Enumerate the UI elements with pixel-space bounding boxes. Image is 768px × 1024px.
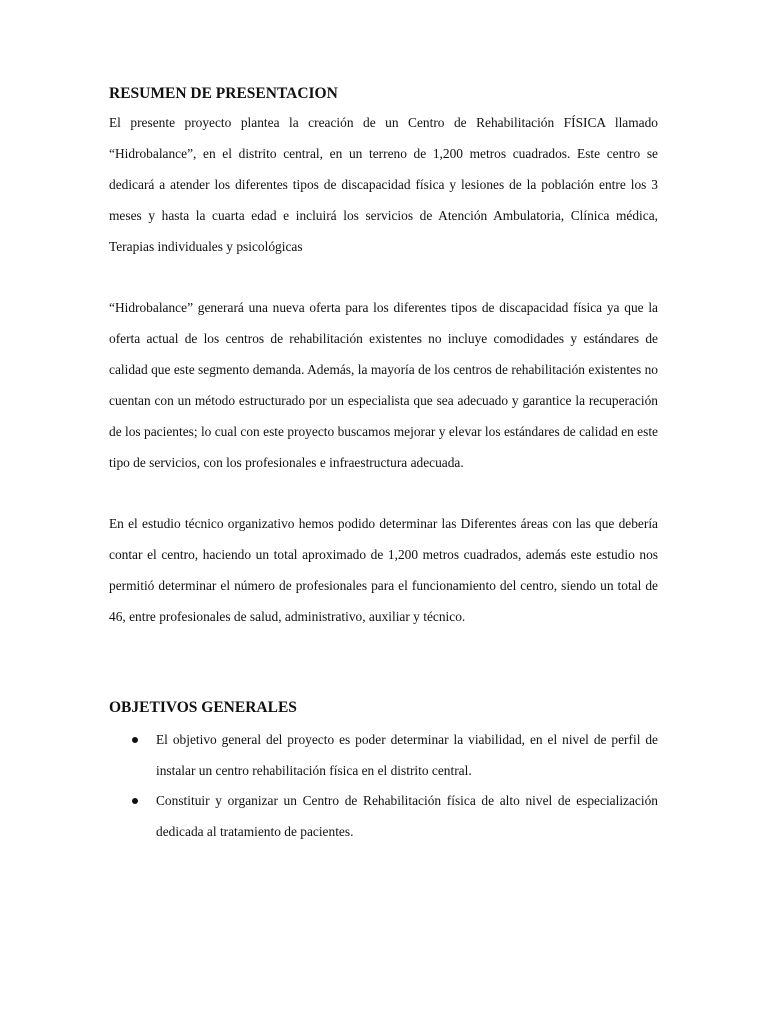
list-item-text: Constituir y organizar un Centro de Rehabilitación física de alto nivel de especialización dedicada al tratamiento de pacientes.: [156, 793, 658, 840]
bullet-icon: [132, 798, 138, 804]
bullet-icon: [132, 737, 138, 743]
section-title-resumen: RESUMEN DE PRESENTACION: [109, 85, 338, 102]
section-title-objetivos: OBJETIVOS GENERALES: [109, 698, 297, 716]
list-item: [109, 725, 658, 787]
paragraph-offer: “Hidrobalance” generará una nueva oferta para los diferentes tipos de discapacidad física ya que la oferta actual de los centros de rehabilitación existentes no incluye comodidades y estándares de calidad que este segmento demanda. Además, la mayoría de los centros de rehabilitación existentes no cuentan con un método estructurado por un especialista que sea adecuado y garantice la recuperación de los pacientes; lo cual con este proyecto buscamos mejorar y elevar los estándares de calidad en este tipo de servicios, con los profesionales e infraestructura adecuada.: [109, 300, 658, 470]
paragraph-intro: El presente proyecto plantea la creación de un Centro de Rehabilitación FÍSICA llamado “Hidrobalance”, en el distrito central, en un terreno de 1,200 metros cuadrados. Este centro se dedicará a atender los diferentes tipos de discapacidad física y lesiones de la población entre los 3 meses y hasta la cuarta edad e incluirá los servicios de Atención Ambulatoria, Clínica médica, Terapias individuales y psicológicas: [109, 115, 658, 254]
document-page: [109, 84, 658, 848]
list-item: [109, 786, 658, 848]
list-item-text: El objetivo general del proyecto es poder determinar la viabilidad, en el nivel de perfil de instalar un centro rehabilitación física en el distrito central.: [156, 731, 658, 778]
paragraph-technical-study: En el estudio técnico organizativo hemos podido determinar las Diferentes áreas con las que debería contar el centro, haciendo un total aproximado de 1,200 metros cuadrados, además este estudio nos permitió determinar el número de profesionales para el funcionamiento del centro, siendo un total de 46, entre profesionales de salud, administrativo, auxiliar y técnico.: [109, 515, 658, 624]
objectives-list: [109, 725, 658, 849]
